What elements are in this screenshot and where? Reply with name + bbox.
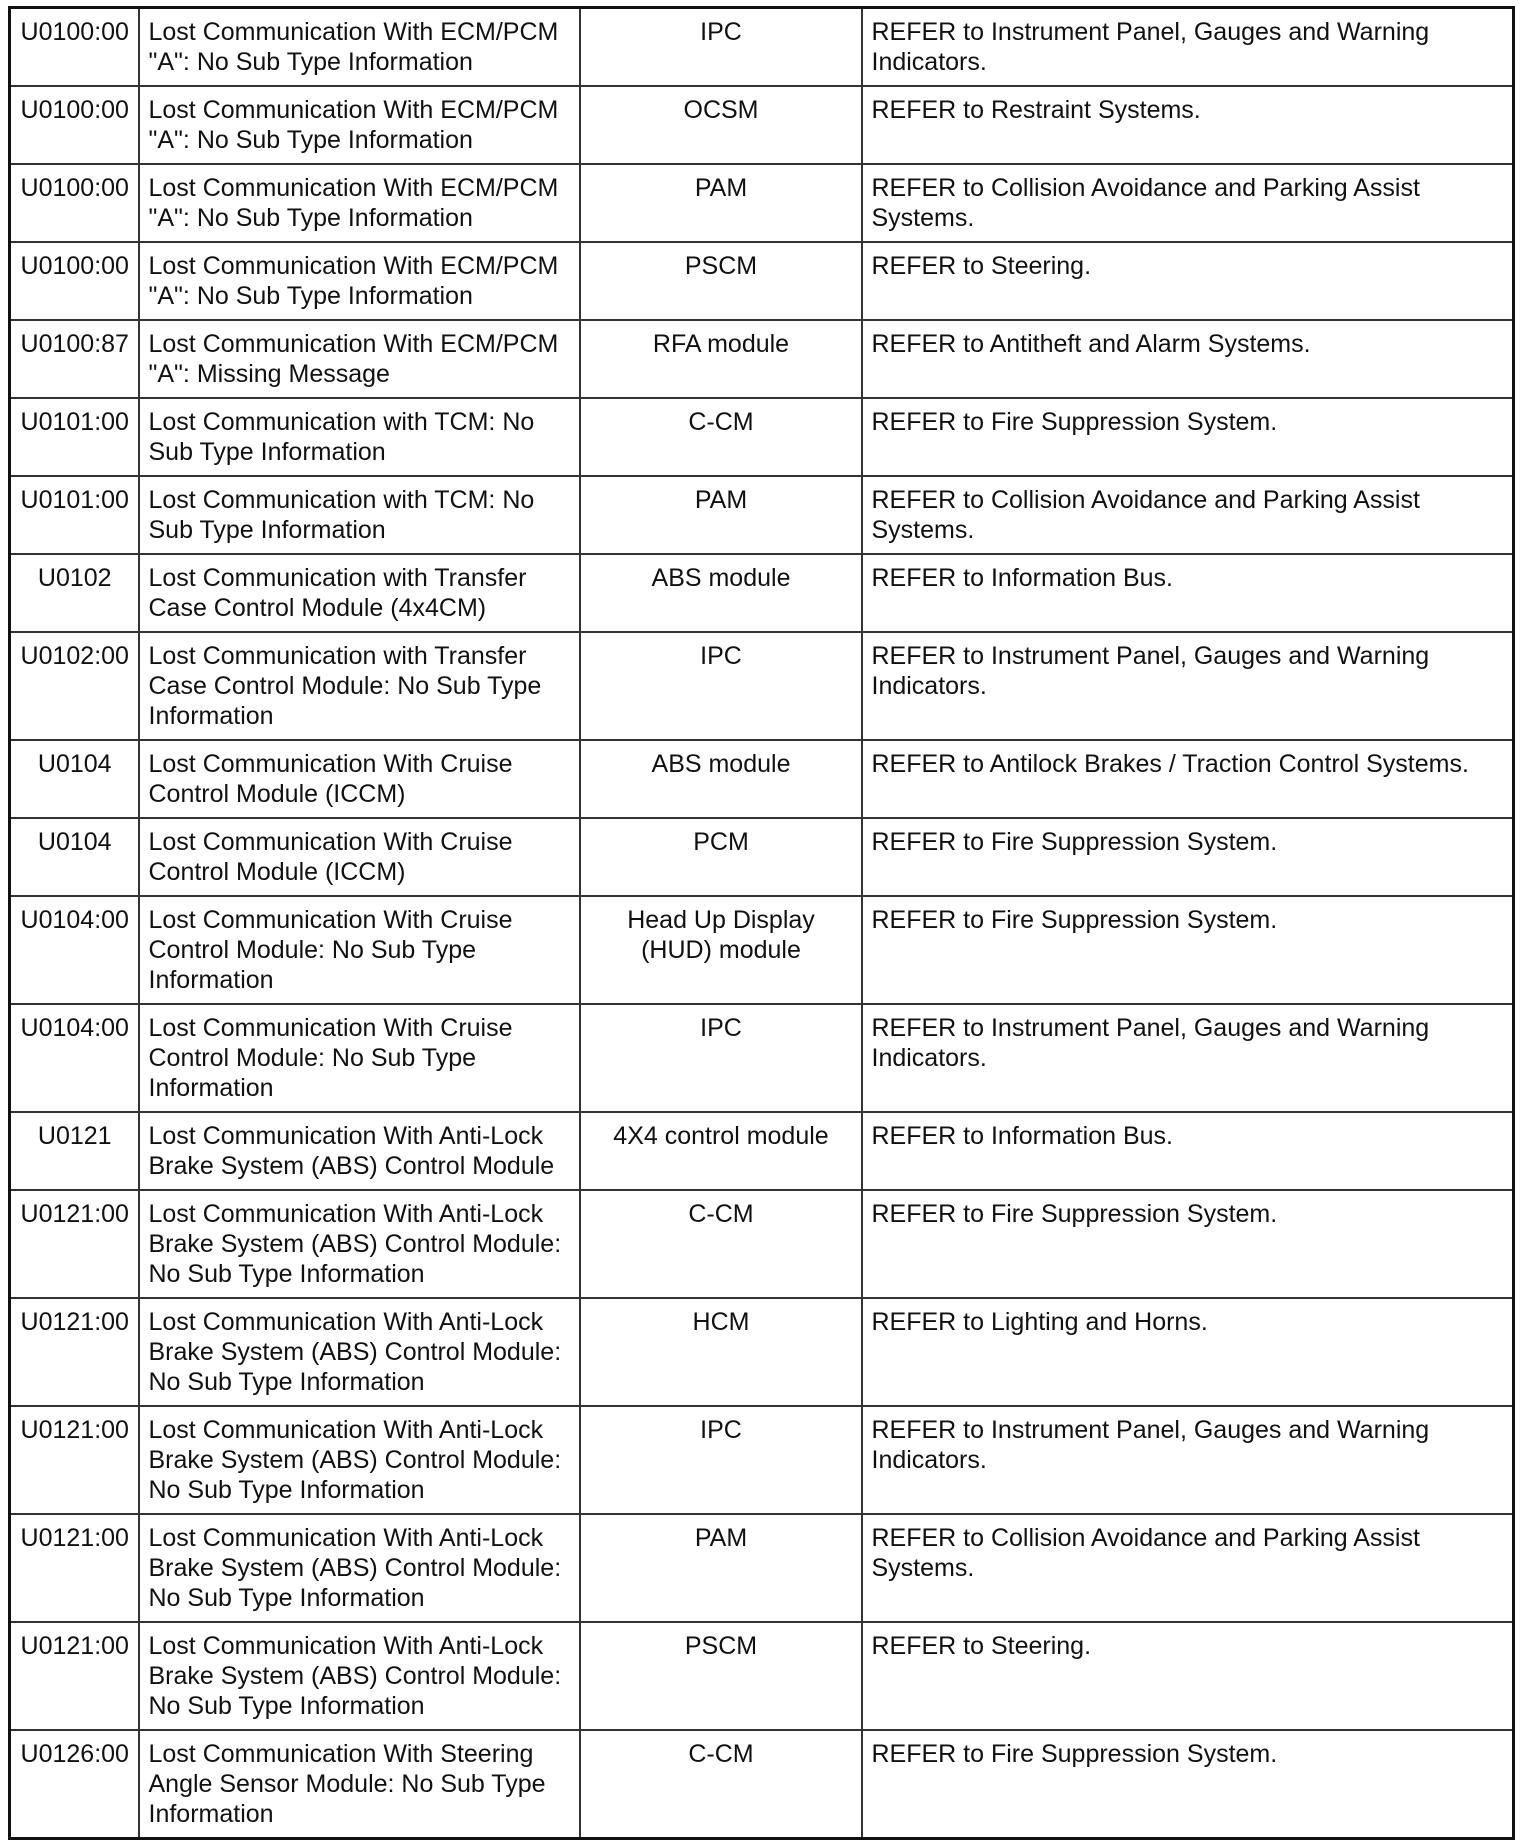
description-cell: Lost Communication With Anti-Lock Brake System (ABS) Control Module: No Sub Type Information [139,1514,580,1622]
description-cell: Lost Communication With Anti-Lock Brake System (ABS) Control Module: No Sub Type Information [139,1622,580,1730]
table-row [10,86,1514,164]
description-cell: Lost Communication with Transfer Case Control Module (4x4CM) [139,554,580,632]
action-cell: REFER to Steering. [862,1622,1514,1730]
action-cell: REFER to Fire Suppression System. [862,1190,1514,1298]
module-cell: PCM [580,818,862,896]
description-cell: Lost Communication With ECM/PCM "A": No Sub Type Information [139,8,580,87]
dtc-code-cell: U0100:00 [10,8,139,87]
action-cell: REFER to Instrument Panel, Gauges and Warning Indicators. [862,1004,1514,1112]
dtc-code-cell: U0104:00 [10,896,139,1004]
table-row [10,398,1514,476]
action-cell: REFER to Restraint Systems. [862,86,1514,164]
table-row [10,476,1514,554]
module-cell: IPC [580,8,862,87]
action-cell: REFER to Collision Avoidance and Parking Assist Systems. [862,164,1514,242]
dtc-code-cell: U0104:00 [10,1004,139,1112]
module-cell: HCM [580,1298,862,1406]
action-cell: REFER to Antitheft and Alarm Systems. [862,320,1514,398]
table-row [10,8,1514,87]
dtc-table [8,6,1515,1840]
dtc-code-cell: U0104 [10,740,139,818]
dtc-code-cell: U0100:00 [10,86,139,164]
dtc-code-cell: U0104 [10,818,139,896]
dtc-code-cell: U0102 [10,554,139,632]
table-row [10,320,1514,398]
dtc-code-cell: U0100:00 [10,164,139,242]
table-row [10,1004,1514,1112]
dtc-code-cell: U0101:00 [10,398,139,476]
description-cell: Lost Communication With Cruise Control Module (ICCM) [139,818,580,896]
description-cell: Lost Communication with TCM: No Sub Type Information [139,398,580,476]
description-cell: Lost Communication With ECM/PCM "A": No Sub Type Information [139,164,580,242]
description-cell: Lost Communication With Anti-Lock Brake System (ABS) Control Module: No Sub Type Information [139,1190,580,1298]
description-cell: Lost Communication With Cruise Control Module: No Sub Type Information [139,896,580,1004]
description-cell: Lost Communication with Transfer Case Control Module: No Sub Type Information [139,632,580,740]
table-row [10,164,1514,242]
module-cell: C-CM [580,398,862,476]
description-cell: Lost Communication with TCM: No Sub Type Information [139,476,580,554]
dtc-code-cell: U0121:00 [10,1514,139,1622]
dtc-code-cell: U0102:00 [10,632,139,740]
module-cell: IPC [580,632,862,740]
table-row [10,1190,1514,1298]
table-row [10,1112,1514,1190]
action-cell: REFER to Collision Avoidance and Parking Assist Systems. [862,476,1514,554]
description-cell: Lost Communication With ECM/PCM "A": No Sub Type Information [139,242,580,320]
action-cell: REFER to Fire Suppression System. [862,896,1514,1004]
description-cell: Lost Communication With Anti-Lock Brake System (ABS) Control Module [139,1112,580,1190]
dtc-code-cell: U0100:00 [10,242,139,320]
action-cell: REFER to Instrument Panel, Gauges and Warning Indicators. [862,1406,1514,1514]
table-row [10,1514,1514,1622]
module-cell: PAM [580,476,862,554]
module-cell: PSCM [580,1622,862,1730]
action-cell: REFER to Information Bus. [862,1112,1514,1190]
description-cell: Lost Communication With Steering Angle Sensor Module: No Sub Type Information [139,1730,580,1839]
action-cell: REFER to Steering. [862,242,1514,320]
table-row [10,818,1514,896]
dtc-code-cell: U0121:00 [10,1190,139,1298]
description-cell: Lost Communication With Anti-Lock Brake System (ABS) Control Module: No Sub Type Information [139,1406,580,1514]
action-cell: REFER to Information Bus. [862,554,1514,632]
module-cell: ABS module [580,554,862,632]
module-cell: C-CM [580,1190,862,1298]
table-row [10,1622,1514,1730]
action-cell: REFER to Lighting and Horns. [862,1298,1514,1406]
dtc-code-cell: U0100:87 [10,320,139,398]
action-cell: REFER to Collision Avoidance and Parking Assist Systems. [862,1514,1514,1622]
module-cell: PSCM [580,242,862,320]
table-row [10,740,1514,818]
dtc-code-cell: U0121 [10,1112,139,1190]
module-cell: IPC [580,1004,862,1112]
table-row [10,554,1514,632]
action-cell: REFER to Fire Suppression System. [862,818,1514,896]
action-cell: REFER to Antilock Brakes / Traction Control Systems. [862,740,1514,818]
table-row [10,242,1514,320]
table-row [10,1298,1514,1406]
description-cell: Lost Communication With Cruise Control Module (ICCM) [139,740,580,818]
table-row [10,1730,1514,1839]
table-row [10,896,1514,1004]
action-cell: REFER to Fire Suppression System. [862,1730,1514,1839]
module-cell: PAM [580,1514,862,1622]
table-row [10,632,1514,740]
dtc-code-cell: U0121:00 [10,1622,139,1730]
action-cell: REFER to Fire Suppression System. [862,398,1514,476]
table-row [10,1406,1514,1514]
action-cell: REFER to Instrument Panel, Gauges and Warning Indicators. [862,632,1514,740]
module-cell: RFA module [580,320,862,398]
action-cell: REFER to Instrument Panel, Gauges and Warning Indicators. [862,8,1514,87]
module-cell: 4X4 control module [580,1112,862,1190]
description-cell: Lost Communication With ECM/PCM "A": No Sub Type Information [139,86,580,164]
description-cell: Lost Communication With Cruise Control Module: No Sub Type Information [139,1004,580,1112]
module-cell: Head Up Display (HUD) module [580,896,862,1004]
dtc-code-cell: U0126:00 [10,1730,139,1839]
description-cell: Lost Communication With Anti-Lock Brake System (ABS) Control Module: No Sub Type Information [139,1298,580,1406]
module-cell: ABS module [580,740,862,818]
module-cell: IPC [580,1406,862,1514]
dtc-code-cell: U0121:00 [10,1298,139,1406]
module-cell: PAM [580,164,862,242]
dtc-code-cell: U0121:00 [10,1406,139,1514]
dtc-code-cell: U0101:00 [10,476,139,554]
module-cell: C-CM [580,1730,862,1839]
description-cell: Lost Communication With ECM/PCM "A": Missing Message [139,320,580,398]
module-cell: OCSM [580,86,862,164]
